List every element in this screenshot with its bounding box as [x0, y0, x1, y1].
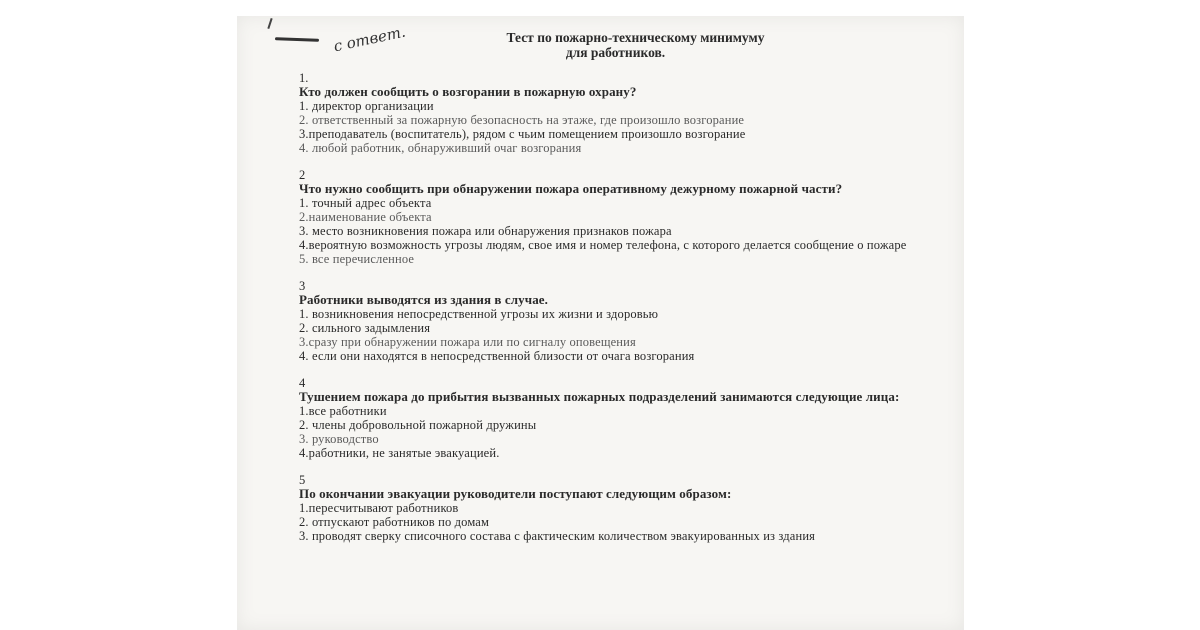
question-number: 2 [299, 168, 306, 182]
answer-option: 1.все работники [299, 404, 387, 418]
question-number: 5 [299, 473, 306, 487]
answer-option: 1. возникновения непосредственной угрозы их жизни и здоровью [299, 307, 659, 321]
answer-option: 4.работники, не занятые эвакуацией. [299, 446, 500, 460]
question-number: 3 [299, 279, 306, 293]
question-number: 1. [299, 71, 309, 85]
answer-option: 1. директор организации [299, 99, 434, 113]
question-list [299, 72, 949, 557]
answer-option: 5. все перечисленное [299, 252, 415, 266]
answer-option: 3.преподаватель (воспитатель), рядом с чьим помещением произошло возгорание [299, 127, 746, 141]
question-text: Тушением пожара до прибытия вызванных пожарных подразделений занимаются следующие лица: [299, 389, 900, 404]
question-4 [299, 377, 949, 460]
answer-option: 3.сразу при обнаружении пожара или по сигналу оповещения [299, 335, 636, 349]
answer-option: 2.наименование объекта [299, 210, 432, 224]
answer-options [299, 501, 949, 543]
title-line-1: Тест по пожарно-техническому минимуму [506, 30, 765, 45]
question-2 [299, 169, 949, 266]
title-line-2: для работников. [565, 45, 666, 60]
answer-option: 4. любой работник, обнаруживший очаг возгорания [299, 141, 582, 155]
document-title [237, 30, 964, 60]
question-5 [299, 474, 949, 543]
question-text: Что нужно сообщить при обнаружении пожара оперативному дежурному пожарной части? [299, 181, 843, 196]
answer-options [299, 99, 949, 155]
answer-option: 2. отпускают работников по домам [299, 515, 490, 529]
answer-option: 3. проводят сверку списочного состава с фактическим количеством эвакуированных из здания [299, 529, 816, 543]
answer-options [299, 307, 949, 363]
answer-option: 2. члены добровольной пожарной дружины [299, 418, 537, 432]
answer-options [299, 196, 949, 266]
handwritten-note: с ответ. [331, 22, 408, 56]
answer-option: 1.пересчитывают работников [299, 501, 459, 515]
question-1 [299, 72, 949, 155]
answer-options [299, 404, 949, 460]
question-text: Работники выводятся из здания в случае. [299, 292, 549, 307]
question-number: 4 [299, 376, 306, 390]
answer-option: 2. ответственный за пожарную безопасность на этаже, где произошло возгорание [299, 113, 745, 127]
scanned-page [237, 16, 964, 630]
answer-option: 1. точный адрес объекта [299, 196, 432, 210]
question-text: Кто должен сообщить о возгорании в пожарную охрану? [299, 84, 637, 99]
answer-option: 4. если они находятся в непосредственной близости от очага возгорания [299, 349, 695, 363]
question-3 [299, 280, 949, 363]
pen-mark [267, 18, 272, 29]
answer-option: 3. руководство [299, 432, 379, 446]
question-text: По окончании эвакуации руководители поступают следующим образом: [299, 486, 732, 501]
answer-option: 3. место возникновения пожара или обнаружения признаков пожара [299, 224, 672, 238]
answer-option: 4.вероятную возможность угрозы людям, свое имя и номер телефона, с которого делается сообщение о пожаре [299, 238, 907, 252]
answer-option: 2. сильного задымления [299, 321, 431, 335]
